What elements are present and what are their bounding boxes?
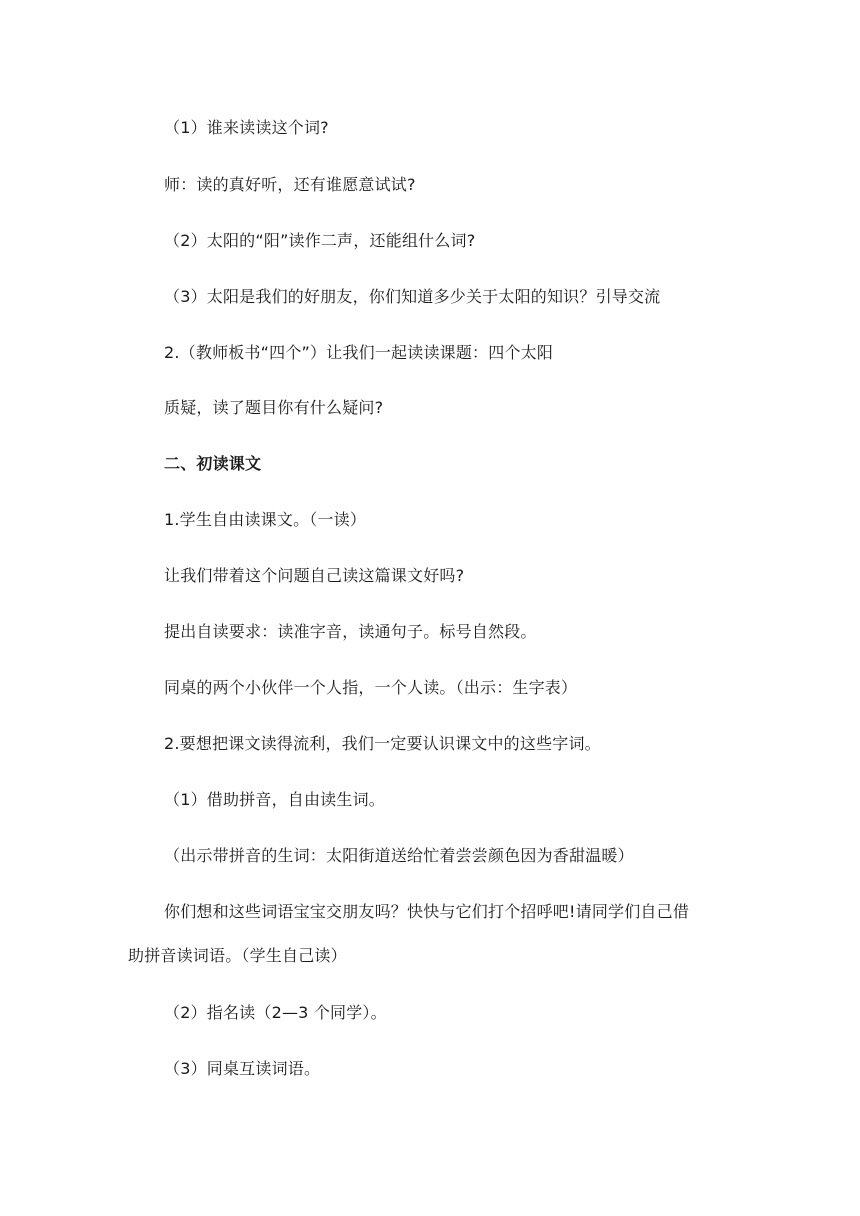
paragraph-line: 提出自读要求：读准字音，读通句子。标号自然段。: [164, 622, 537, 641]
paragraph-line: （出示带拼音的生词：太阳街道送给忙着尝尝颜色因为香甜温暖）: [164, 846, 634, 865]
paragraph-line: （1）谁来读读这个词?: [164, 118, 329, 137]
paragraph-line: （1）借助拼音，自由读生词。: [164, 790, 385, 809]
paragraph-line: 2.要想把课文读得流利，我们一定要认识课文中的这些字词。: [164, 734, 601, 753]
paragraph-line: （3）同桌互读词语。: [164, 1059, 321, 1078]
paragraph-line: （2）太阳的“阳”读作二声，还能组什么词?: [164, 231, 476, 250]
paragraph-line: 2.（教师板书“四个”）让我们一起读读课题：四个太阳: [164, 343, 554, 362]
paragraph-line: 1.学生自由读课文。（一读）: [164, 510, 367, 529]
paragraph-line: 助拼音读词语。（学生自己读）: [128, 946, 347, 965]
section-heading: 二、初读课文: [164, 454, 262, 473]
paragraph-line: 师：读的真好听，还有谁愿意试试?: [164, 175, 416, 194]
paragraph-line: （3）太阳是我们的好朋友，你们知道多少关于太阳的知识？引导交流: [164, 287, 661, 306]
paragraph-line: 质疑，读了题目你有什么疑问?: [164, 398, 384, 417]
paragraph-line: 你们想和这些词语宝宝交朋友吗？快快与它们打个招呼吧!请同学们自己借: [164, 902, 690, 921]
paragraph-line: （2）指名读（2—3 个同学）。: [164, 1003, 387, 1022]
paragraph-line: 同桌的两个小伙伴一个人指，一个人读。（出示：生字表）: [164, 678, 578, 697]
paragraph-line: 让我们带着这个问题自己读这篇课文好吗?: [164, 566, 465, 585]
